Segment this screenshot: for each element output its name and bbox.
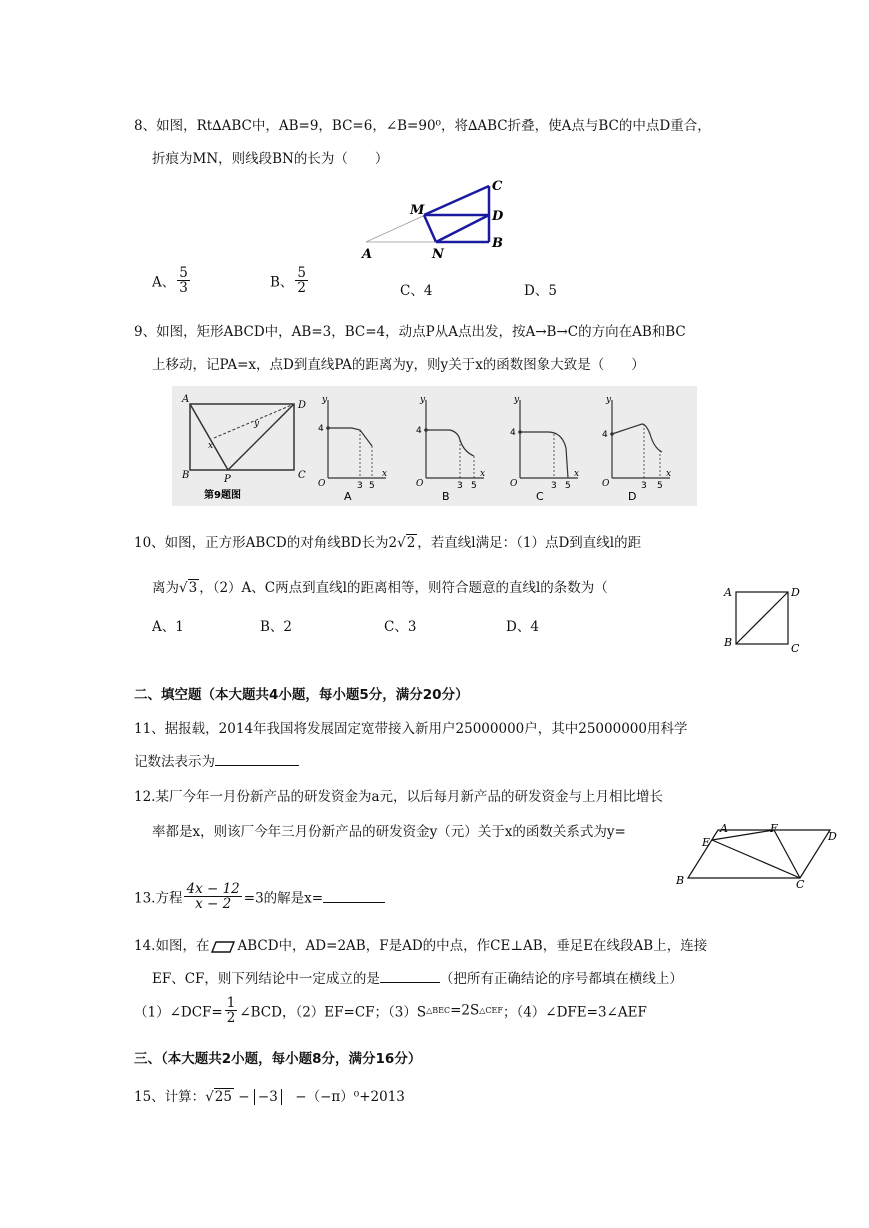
- q14-label-c: C: [796, 878, 805, 891]
- q9-line1: 9、如图，矩形ABCD中，AB=3，BC=4，动点P从A点出发，按A→B→C的方向在AB和BC: [134, 324, 686, 340]
- q8-option-c: C、4: [400, 283, 433, 299]
- q9-graph-d-label: D: [628, 490, 637, 503]
- q10-sqrt-3-radicand: 3: [188, 580, 198, 596]
- section-2-heading: 二、填空题（本大题共4小题，每小题5分，满分20分）: [134, 687, 469, 703]
- q14-label-d: D: [828, 830, 837, 843]
- svg-text:y: y: [322, 395, 328, 405]
- q12-line2: 率都是x，则该厂今年三月份新产品的研发资金y（元）关于x的函数关系式为y=: [152, 824, 626, 840]
- q8-line2: 折痕为MN，则线段BN的长为（ ）: [152, 151, 389, 167]
- q15-sqrt: √25: [205, 1089, 232, 1105]
- q13-answer-blank[interactable]: [323, 890, 385, 903]
- q9-graph-b: [416, 395, 485, 503]
- q10-line1: [134, 531, 641, 551]
- svg-text:O: O: [318, 479, 326, 489]
- q8-label-d: D: [492, 209, 504, 224]
- q13-fraction: [184, 882, 241, 911]
- svg-text:4: 4: [510, 428, 516, 438]
- svg-text:O: O: [602, 479, 610, 489]
- q10-label-d: D: [791, 586, 800, 599]
- svg-text:3: 3: [641, 481, 647, 491]
- q9-graph-d: [602, 395, 671, 503]
- q14-parallelogram-figure: [672, 816, 852, 896]
- svg-text:y: y: [254, 419, 260, 429]
- q9-figure-strip: [172, 386, 697, 506]
- svg-text:x: x: [382, 469, 388, 479]
- q14-c3-mid: =2S: [450, 1002, 480, 1019]
- svg-text:B: B: [182, 470, 190, 481]
- q8-option-a-num: 5: [179, 265, 188, 281]
- svg-text:3: 3: [357, 481, 363, 491]
- svg-text:5: 5: [369, 481, 375, 491]
- q10-sqrt-3: √3: [179, 580, 198, 596]
- svg-text:O: O: [510, 479, 518, 489]
- parallelogram-icon: [211, 941, 235, 953]
- q10-option-c: C、3: [384, 619, 417, 635]
- section-3-heading: 三、（本大题共2小题，每小题8分，满分16分）: [134, 1051, 422, 1067]
- q11-line1: 11、据报载，2014年我国将发展固定宽带接入新用户25000000户，其中25000000用科学: [134, 721, 688, 737]
- svg-text:5: 5: [565, 481, 571, 491]
- q8-option-b: [270, 266, 310, 295]
- svg-text:y: y: [420, 395, 426, 405]
- q14-line2-a: EF、CF，则下列结论中一定成立的是: [152, 971, 380, 987]
- q8-option-b-prefix: B、: [270, 274, 294, 291]
- q11-line2: [134, 750, 299, 770]
- q14-label-f: F: [770, 822, 778, 835]
- q9-graph-a: [318, 395, 387, 503]
- q14-c1-den: 2: [226, 1010, 236, 1027]
- q13-num: 4x − 12: [186, 881, 240, 897]
- q11-answer-blank[interactable]: [215, 753, 299, 766]
- q10-line2: [152, 576, 608, 596]
- q8-label-c: C: [492, 179, 503, 194]
- svg-text:x: x: [574, 469, 580, 479]
- svg-text:C: C: [298, 470, 306, 481]
- q14-sub-cef: △CEF: [479, 1006, 503, 1016]
- q10-label-c: C: [791, 642, 800, 655]
- svg-text:5: 5: [657, 481, 663, 491]
- q14-line1-b: ABCD中，AD=2AB，F是AD的中点，作CE⊥AB，垂足E在线段AB上，连接: [237, 938, 708, 954]
- q14-label-e: E: [702, 836, 711, 849]
- q8-option-a-prefix: A、: [152, 274, 176, 291]
- q13-line: [134, 882, 385, 911]
- q14-answer-blank[interactable]: [380, 970, 440, 983]
- svg-text:A: A: [182, 394, 190, 405]
- q14-c1-a: （1）∠DCF=: [134, 1004, 223, 1021]
- q14-line2-b: （把所有正确结论的序号都填在横线上）: [439, 971, 683, 987]
- q10-sqrt-2-radicand: 2: [406, 535, 416, 551]
- q15-line: [134, 1085, 405, 1105]
- q14-line1: [134, 934, 707, 954]
- q14-c1-num: 1: [226, 995, 236, 1011]
- q9-graph-c: [510, 395, 579, 503]
- q9-graph-c-label: C: [536, 490, 544, 503]
- q8-option-b-fraction: [295, 266, 308, 295]
- q11-line2-text: 记数法表示为: [134, 754, 215, 770]
- q10-option-a: A、1: [152, 619, 184, 635]
- svg-text:y: y: [514, 395, 520, 405]
- q8-label-n: N: [432, 247, 444, 262]
- q10-square-figure: [718, 582, 810, 656]
- q8-option-b-den: 2: [297, 280, 307, 297]
- q10-option-b: B、2: [260, 619, 293, 635]
- q14-line1-a: 14.如图，在: [134, 938, 210, 954]
- q8-label-b: B: [492, 236, 503, 251]
- q15-minus: −: [233, 1089, 254, 1105]
- q14-label-b: B: [676, 874, 685, 887]
- q9-line2: 上移动，记PA=x，点D到直线PA的距离为y，则y关于x的函数图象大致是（ ）: [152, 357, 645, 373]
- q8-triangle-figure: [358, 174, 518, 264]
- q14-c4: ；（4）∠DFE=3∠AEF: [502, 1004, 647, 1021]
- q14-label-a: A: [720, 822, 728, 835]
- svg-text:4: 4: [318, 424, 324, 434]
- svg-text:4: 4: [416, 426, 422, 436]
- svg-text:P: P: [224, 474, 231, 485]
- q14-conclusions: [134, 996, 647, 1025]
- q15-abs: −3: [254, 1089, 282, 1105]
- q15-sqrt-radicand: 25: [214, 1089, 232, 1105]
- q9-figures: [172, 386, 697, 506]
- svg-text:x: x: [208, 441, 214, 451]
- q10-option-d: D、4: [506, 619, 539, 635]
- q10-line1-b: ，若直线l满足：（1）点D到直线l的距: [417, 535, 642, 551]
- q13-prefix: 13.方程: [134, 890, 183, 907]
- svg-text:4: 4: [602, 430, 608, 440]
- q8-option-b-num: 5: [297, 265, 307, 281]
- svg-text:O: O: [416, 479, 424, 489]
- q9-graph-a-label: A: [344, 490, 352, 503]
- q10-line1-a: 10、如图，正方形ABCD的对角线BD长为2: [134, 535, 398, 551]
- q15-rest: −（−π）⁰+2013: [281, 1089, 405, 1105]
- svg-text:D: D: [298, 400, 307, 411]
- q10-sqrt-2: √2: [397, 535, 416, 551]
- svg-text:5: 5: [471, 481, 477, 491]
- q9-fig-caption: 第9题图: [204, 490, 241, 501]
- q14-c1-b: ∠BCD，（2）EF=CF；（3）S: [239, 1004, 427, 1021]
- q14-c1-fraction: [225, 996, 238, 1025]
- q8-option-a-fraction: [177, 266, 190, 295]
- svg-text:3: 3: [551, 481, 557, 491]
- q8-label-a: A: [362, 247, 373, 262]
- q8-option-a: [152, 266, 192, 295]
- q13-suffix: =3的解是x=: [243, 890, 324, 907]
- q8-label-m: M: [410, 203, 425, 218]
- q8-option-a-den: 3: [179, 280, 188, 297]
- svg-text:y: y: [606, 395, 612, 405]
- svg-text:x: x: [480, 469, 486, 479]
- q10-line2-a: 离为: [152, 580, 179, 596]
- q9-graph-b-label: B: [442, 490, 450, 503]
- svg-text:3: 3: [457, 481, 463, 491]
- q10-label-b: B: [724, 636, 733, 649]
- q10-label-a: A: [724, 586, 732, 599]
- q8-line1: 8、如图，Rt∆ABC中，AB=9，BC=6，∠B=90⁰，将∆ABC折叠，使A点与BC的中点D重合，: [134, 118, 711, 134]
- q15-prefix: 15、计算：: [134, 1089, 206, 1105]
- svg-text:x: x: [666, 469, 672, 479]
- q8-option-d: D、5: [524, 283, 557, 299]
- q14-sub-bec: △BEC: [426, 1006, 451, 1016]
- q13-den: x − 2: [195, 896, 232, 913]
- q12-line1: 12.某厂今年一月份新产品的研发资金为a元，以后每月新产品的研发资金与上月相比增长: [134, 789, 664, 805]
- q14-line2: [152, 967, 683, 987]
- q10-line2-b: ，（2）A、C两点到直线l的距离相等，则符合题意的直线l的条数为（: [199, 580, 608, 596]
